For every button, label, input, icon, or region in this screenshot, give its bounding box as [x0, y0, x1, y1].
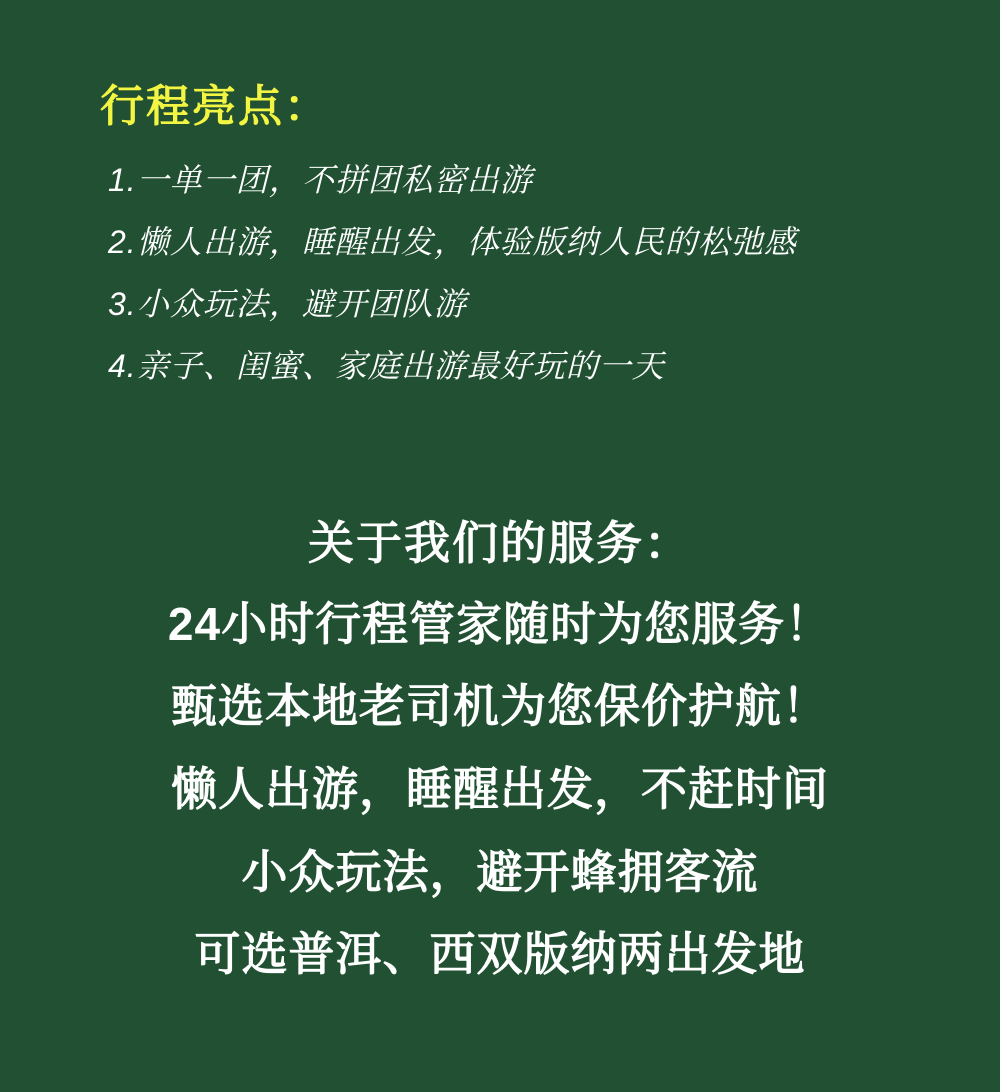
list-item: 小众玩法，避开蜂拥客流 [241, 845, 759, 898]
list-item: 3.小众玩法，避开团队游 [108, 285, 467, 322]
service-section [0, 480, 1000, 1012]
list-item: 甄选本地老司机为您保价护航！ [171, 680, 829, 733]
highlights-list [0, 161, 1000, 384]
service-title: 关于我们的服务： [308, 517, 692, 570]
highlights-section [0, 0, 1000, 412]
list-item: 1.一单一团，不拼团私密出游 [108, 161, 533, 198]
list-item: 4.亲子、闺蜜、家庭出游最好玩的一天 [108, 347, 665, 384]
list-item: 2.懒人出游，睡醒出发，体验版纳人民的松弛感 [108, 223, 797, 260]
list-item: 24小时行程管家随时为您服务！ [167, 597, 833, 650]
service-list [0, 599, 1000, 980]
highlights-title: 行程亮点： [100, 82, 330, 132]
list-item: 可选普洱、西双版纳两出发地 [194, 928, 806, 981]
list-item: 懒人出游，睡醒出发，不赶时间 [171, 762, 829, 815]
